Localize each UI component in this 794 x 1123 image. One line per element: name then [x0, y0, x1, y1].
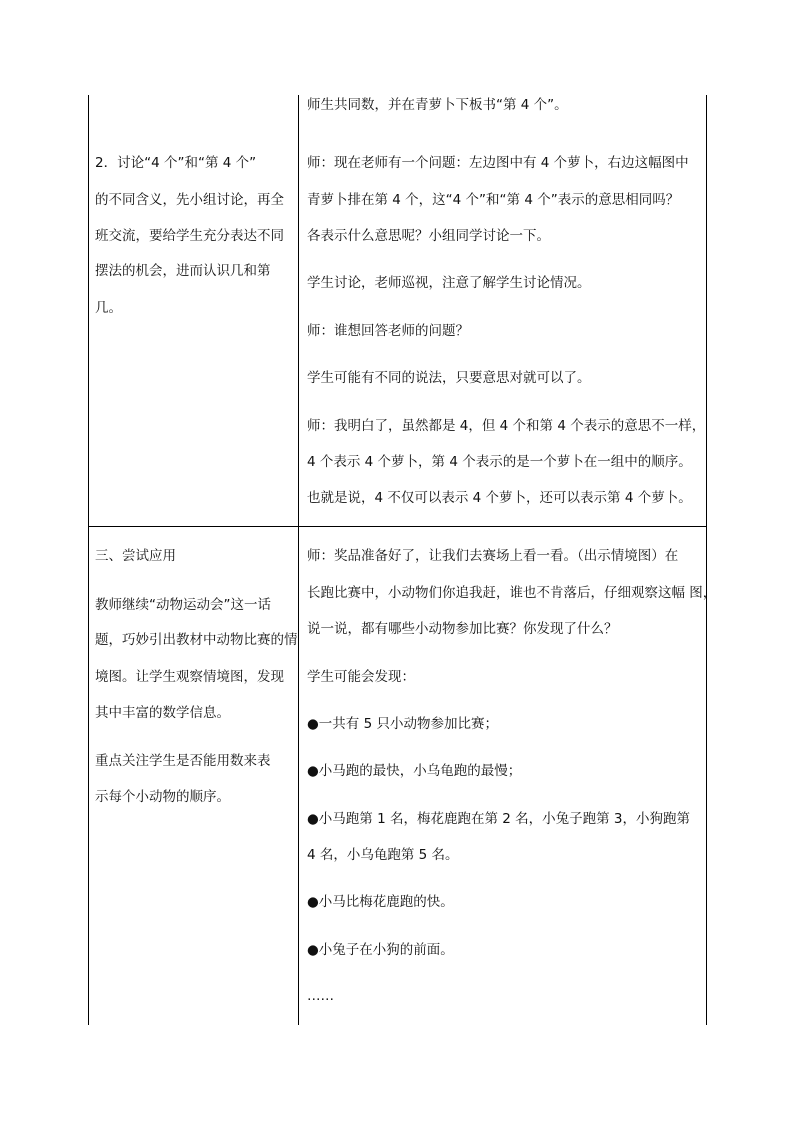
right-teacher-q2: 师：谁想回答老师的问题？	[307, 323, 469, 339]
right-ellipsis: ……	[307, 988, 334, 1004]
right-line-top: 师生共同数，并在青萝卜下板书“第 4 个”。	[307, 97, 568, 113]
table-border-left	[88, 95, 89, 1025]
left-section3-line-2: 题，巧妙引出教材中动物比赛的情	[95, 632, 298, 648]
right-students-find: 学生可能会发现：	[307, 669, 415, 685]
right-bullet-3-line-1: ●小马跑第 1 名，梅花鹿跑在第 2 名，小兔子跑第 3，小狗跑第	[307, 811, 691, 827]
table-divider	[298, 95, 299, 1025]
right-explain-line-1: 师：我明白了，虽然都是 4，但 4 个和第 4 个表示的意思不一样，	[307, 418, 706, 434]
right-teacher-q1-line-1: 师：现在老师有一个问题：左边图中有 4 个萝卜，右边这幅图中	[307, 155, 689, 171]
right-bullet-4: ●小马比梅花鹿跑的快。	[307, 894, 454, 910]
right-explain-line-3: 也就是说，4 不仅可以表示 4 个萝卜，还可以表示第 4 个萝卜。	[307, 490, 692, 506]
right-students-answer: 学生可能有不同的说法，只要意思对就可以了。	[307, 370, 591, 386]
right-teacher-q1-line-3: 各表示什么意思呢？小组同学讨论一下。	[307, 228, 550, 244]
left-section3-title: 三、尝试应用	[95, 548, 176, 564]
right-bullet-5: ●小兔子在小狗的前面。	[307, 942, 454, 958]
left-section3-line-1: 教师继续“动物运动会”这一话	[95, 597, 271, 613]
left-section3-line-3: 境图。让学生观察情境图，发现	[95, 669, 284, 685]
right-explain-line-2: 4 个表示 4 个萝卜，第 4 个表示的是一个萝卜在一组中的顺序。	[307, 454, 692, 470]
row-divider	[88, 526, 707, 527]
left-item2-line-4: 摆法的机会，进而认识几和第	[95, 263, 271, 279]
right-prize-line-2: 长跑比赛中，小动物们你追我赶，谁也不肯落后，仔细观察这幅 图，	[307, 585, 717, 601]
table-border-right	[706, 95, 707, 1025]
right-bullet-3-line-2: 4 名，小乌龟跑第 5 名。	[307, 847, 459, 863]
right-teacher-q1-line-2: 青萝卜排在第 4 个，这“4 个”和“第 4 个”表示的意思相同吗？	[307, 192, 680, 208]
right-discuss: 学生讨论，老师巡视，注意了解学生讨论情况。	[307, 275, 591, 291]
right-prize-line-3: 说一说，都有哪些小动物参加比赛？你发现了什么？	[307, 621, 618, 637]
right-bullet-1: ●一共有 5 只小动物参加比赛；	[307, 716, 498, 732]
left-item2-line-5: 几。	[95, 300, 122, 316]
left-focus-line-2: 示每个小动物的顺序。	[95, 789, 230, 805]
left-item2-line-3: 班交流，要给学生充分表达不同	[95, 228, 284, 244]
right-bullet-2: ●小马跑的最快，小乌龟跑的最慢；	[307, 763, 522, 779]
left-focus-line-1: 重点关注学生是否能用数来表	[95, 753, 271, 769]
left-item2-line-2: 的不同含义，先小组讨论，再全	[95, 192, 284, 208]
left-section3-line-4: 其中丰富的数学信息。	[95, 705, 230, 721]
left-item2-line-1: 2．讨论“4 个”和“第 4 个”	[95, 155, 257, 171]
right-prize-line-1: 师：奖品准备好了，让我们去赛场上看一看。（出示情境图）在	[307, 548, 679, 564]
